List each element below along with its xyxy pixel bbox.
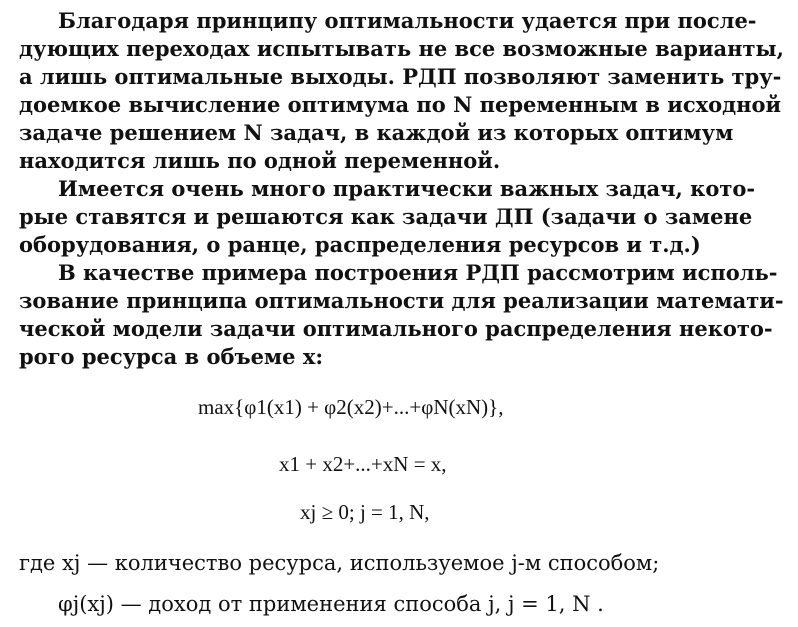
p1-line-5: задаче решением N задач, в каждой из которых оптимум [19, 120, 734, 145]
p2-line-2: рые ставятся и решаются как задачи ДП (задачи о замене [19, 204, 753, 229]
where-line-2: φj(xj) — доход от применения способа j, j = 1, N . [58, 592, 604, 616]
p2-line-1: Имеется очень много практически важных задач, кото- [58, 176, 756, 201]
formula-nonnegativity: xj ≥ 0; j = 1, N, [300, 500, 430, 524]
p1-line-3: а лишь оптимальные выходы. РДП позволяют заменить тру- [19, 64, 782, 89]
p1-line-6: находится лишь по одной переменной. [19, 148, 501, 173]
p3-line-1: В качестве примера построения РДП рассмотрим исполь- [58, 260, 778, 285]
formula-constraint: x1 + x2+...+xN = x, [279, 452, 447, 476]
p2-line-3: оборудования, о ранце, распределения ресурсов и т.д.) [19, 232, 701, 257]
p1-line-2: дующих переходах испытывать не все возможные варианты, [19, 36, 784, 61]
formula-objective: max{φ1(x1) + φ2(x2)+...+φN(xN)}, [198, 395, 504, 419]
p3-line-3: ческой модели задачи оптимального распределения некото- [19, 316, 773, 341]
p3-line-2: зование принципа оптимальности для реализации математи- [19, 288, 784, 313]
where-line-1: где xj — количество ресурса, используемое j-м способом; [19, 551, 660, 575]
p1-line-4: доемкое вычисление оптимума по N переменным в исходной [19, 92, 782, 117]
p1-line-1: Благодаря принципу оптимальности удается при после- [58, 8, 757, 33]
p3-line-4: рого ресурса в объеме x: [19, 344, 324, 369]
